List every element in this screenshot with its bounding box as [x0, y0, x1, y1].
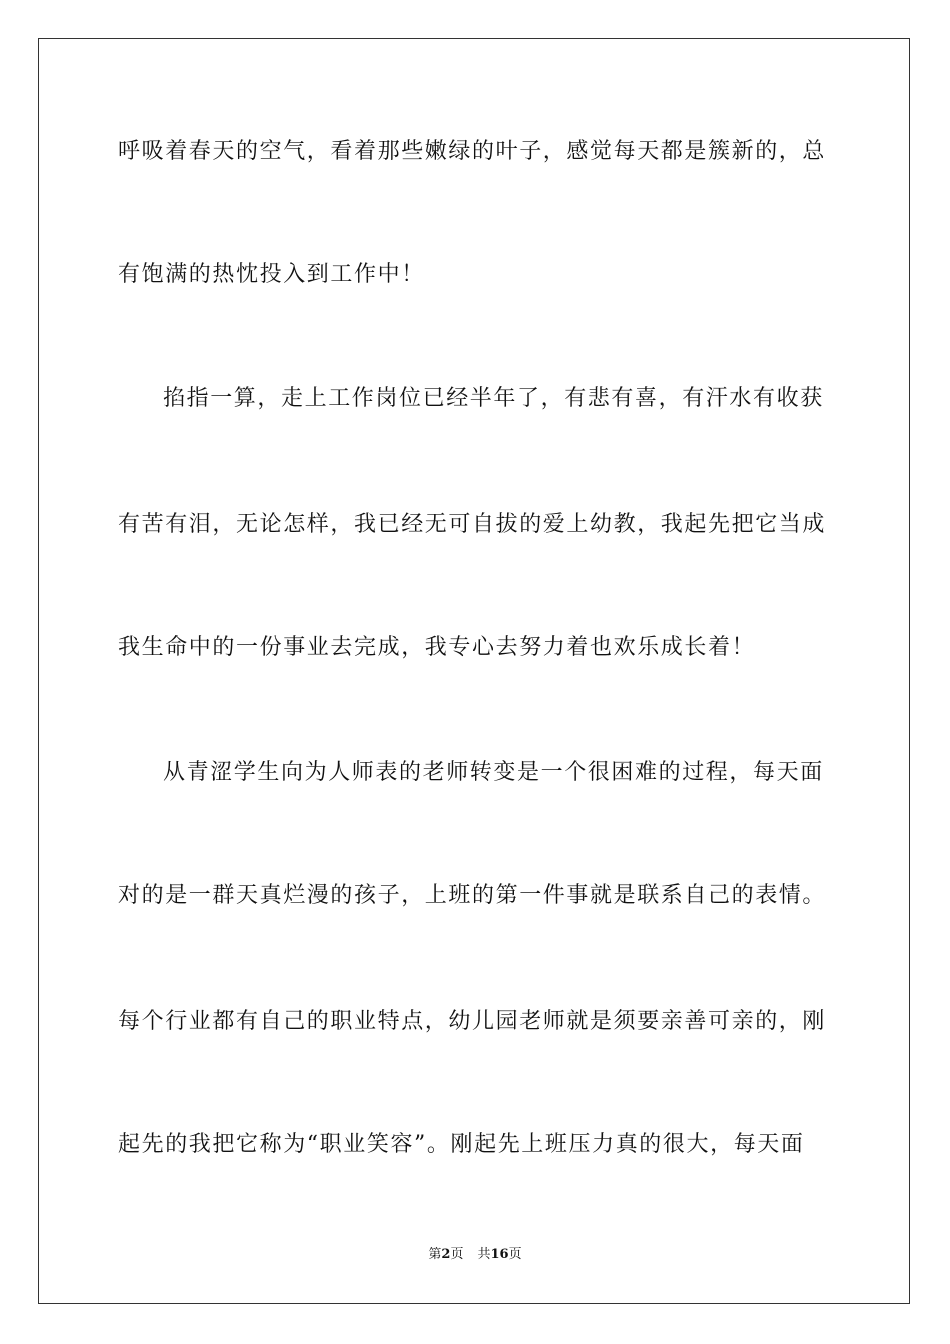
page-footer [0, 1246, 950, 1264]
footer-total-prefix: 共 [477, 1247, 491, 1262]
footer-total-pages: 16 [490, 1247, 509, 1262]
body-line-9: 起先的我把它称为“职业笑容”。刚起先上班压力真的很大，每天面 [118, 1132, 805, 1157]
body-line-8: 每个行业都有自己的职业特点，幼儿园老师就是须要亲善可亲的，刚 [118, 1009, 827, 1034]
footer-page-number: 2 [441, 1247, 451, 1262]
body-line-7: 对的是一群天真烂漫的孩子，上班的第一件事就是联系自己的表情。 [118, 883, 827, 908]
body-line-6: 从青涩学生向为人师表的老师转变是一个很困难的过程，每天面 [163, 760, 824, 785]
body-line-1: 呼吸着春天的空气，看着那些嫩绿的叶子，感觉每天都是簇新的，总 [118, 139, 827, 164]
body-line-2: 有饱满的热忱投入到工作中！ [118, 262, 425, 287]
body-line-4: 有苦有泪，无论怎样，我已经无可自拔的爱上幼教，我起先把它当成 [118, 512, 827, 537]
body-line-5: 我生命中的一份事业去完成，我专心去努力着也欢乐成长着！ [118, 635, 756, 660]
footer-page-suffix: 页 [450, 1247, 464, 1262]
page-border [38, 38, 910, 1304]
body-line-3: 掐指一算，走上工作岗位已经半年了，有悲有喜，有汗水有收获 [163, 386, 824, 411]
footer-page-prefix: 第 [428, 1247, 442, 1262]
footer-total-suffix: 页 [508, 1247, 522, 1262]
